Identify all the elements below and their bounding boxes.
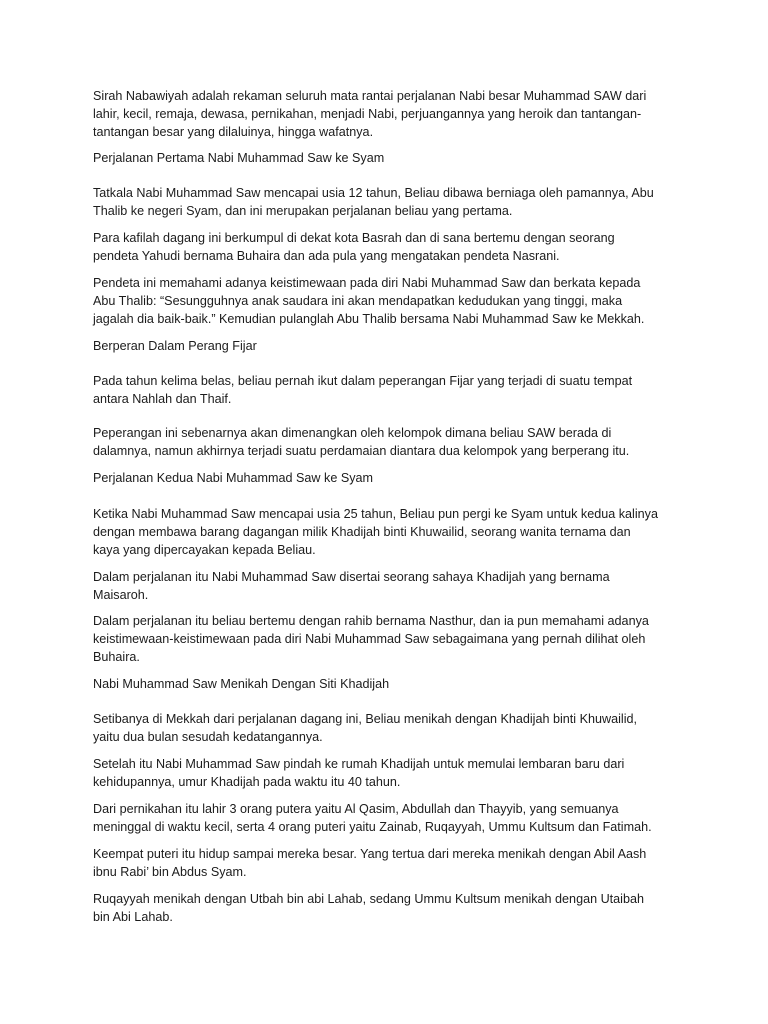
section-heading: Nabi Muhammad Saw Menikah Dengan Siti Khadijah	[93, 677, 390, 691]
paragraph-line: Abu Thalib: “Sesungguhnya anak saudara ini akan mendapatkan kedudukan yang tinggi, maka	[93, 294, 623, 308]
paragraph-line: lahir, kecil, remaja, dewasa, pernikahan, menjadi Nabi, perjuangannya yang heroik dan tantangan-	[93, 107, 642, 121]
paragraph-line: tantangan besar yang dilaluinya, hingga wafatnya.	[93, 125, 374, 139]
paragraph-line: Maisaroh.	[93, 588, 149, 602]
paragraph-line: jagalah dia baik-baik.” Kemudian pulanglah Abu Thalib bersama Nabi Muhammad Saw ke Mekkah.	[93, 312, 645, 326]
paragraph-line: Ruqayyah menikah dengan Utbah bin abi Lahab, sedang Ummu Kultsum menikah dengan Utaibah	[93, 892, 644, 906]
paragraph-line: Para kafilah dagang ini berkumpul di dekat kota Basrah dan di sana bertemu dengan seorang	[93, 231, 615, 245]
paragraph-line: Pada tahun kelima belas, beliau pernah ikut dalam peperangan Fijar yang terjadi di suatu tempat	[93, 374, 633, 388]
paragraph-line: Dalam perjalanan itu Nabi Muhammad Saw disertai seorang sahaya Khadijah yang bernama	[93, 570, 610, 584]
paragraph-line: bin Abi Lahab.	[93, 910, 173, 924]
section-heading: Berperan Dalam Perang Fijar	[93, 339, 257, 353]
paragraph-line: ibnu Rabi’ bin Abdus Syam.	[93, 865, 247, 879]
paragraph-line: Thalib ke negeri Syam, dan ini merupakan perjalanan beliau yang pertama.	[93, 204, 513, 218]
paragraph-line: pendeta Yahudi bernama Buhaira dan ada pula yang mengatakan pendeta Nasrani.	[93, 249, 560, 263]
paragraph-line: Dalam perjalanan itu beliau bertemu dengan rahib bernama Nasthur, dan ia pun memahami adanya	[93, 614, 649, 628]
paragraph-line: yaitu dua bulan sesudah kedatangannya.	[93, 730, 323, 744]
paragraph-line: Peperangan ini sebenarnya akan dimenangkan oleh kelompok dimana beliau SAW berada di	[93, 426, 612, 440]
paragraph-line: Sirah Nabawiyah adalah rekaman seluruh mata rantai perjalanan Nabi besar Muhammad SAW dari	[93, 89, 647, 103]
paragraph-line: kaya yang dipercayakan kepada Beliau.	[93, 543, 316, 557]
paragraph-line: dengan membawa barang dagangan milik Khadijah binti Khuwailid, seorang wanita ternama dan	[93, 525, 631, 539]
paragraph-line: Setibanya di Mekkah dari perjalanan dagang ini, Beliau menikah dengan Khadijah binti Khuwailid,	[93, 712, 637, 726]
paragraph-line: Buhaira.	[93, 650, 140, 664]
paragraph-line: Dari pernikahan itu lahir 3 orang putera yaitu Al Qasim, Abdullah dan Thayyib, yang semuanya	[93, 802, 619, 816]
paragraph-line: antara Nahlah dan Thaif.	[93, 392, 232, 406]
paragraph-line: Setelah itu Nabi Muhammad Saw pindah ke rumah Khadijah untuk memulai lembaran baru dari	[93, 757, 625, 771]
section-heading: Perjalanan Kedua Nabi Muhammad Saw ke Syam	[93, 471, 374, 485]
paragraph-line: Ketika Nabi Muhammad Saw mencapai usia 25 tahun, Beliau pun pergi ke Syam untuk kedua kalinya	[93, 507, 658, 521]
paragraph-line: kehidupannya, umur Khadijah pada waktu itu 40 tahun.	[93, 775, 401, 789]
paragraph-line: meninggal di waktu kecil, serta 4 orang puteri yaitu Zainab, Ruqayyah, Ummu Kultsum dan Fatimah.	[93, 820, 652, 834]
paragraph-line: dalamnya, namun akhirnya terjadi suatu perdamaian diantara dua kelompok yang berperang itu.	[93, 444, 630, 458]
section-heading: Perjalanan Pertama Nabi Muhammad Saw ke Syam	[93, 151, 385, 165]
paragraph-line: keistimewaan-keistimewaan pada diri Nabi Muhammad Saw sebagaimana yang pernah dilihat oleh	[93, 632, 646, 646]
paragraph-line: Keempat puteri itu hidup sampai mereka besar. Yang tertua dari mereka menikah dengan Abil Aash	[93, 847, 647, 861]
paragraph-line: Tatkala Nabi Muhammad Saw mencapai usia 12 tahun, Beliau dibawa berniaga oleh pamannya, Abu	[93, 186, 654, 200]
paragraph-line: Pendeta ini memahami adanya keistimewaan pada diri Nabi Muhammad Saw dan berkata kepada	[93, 276, 641, 290]
